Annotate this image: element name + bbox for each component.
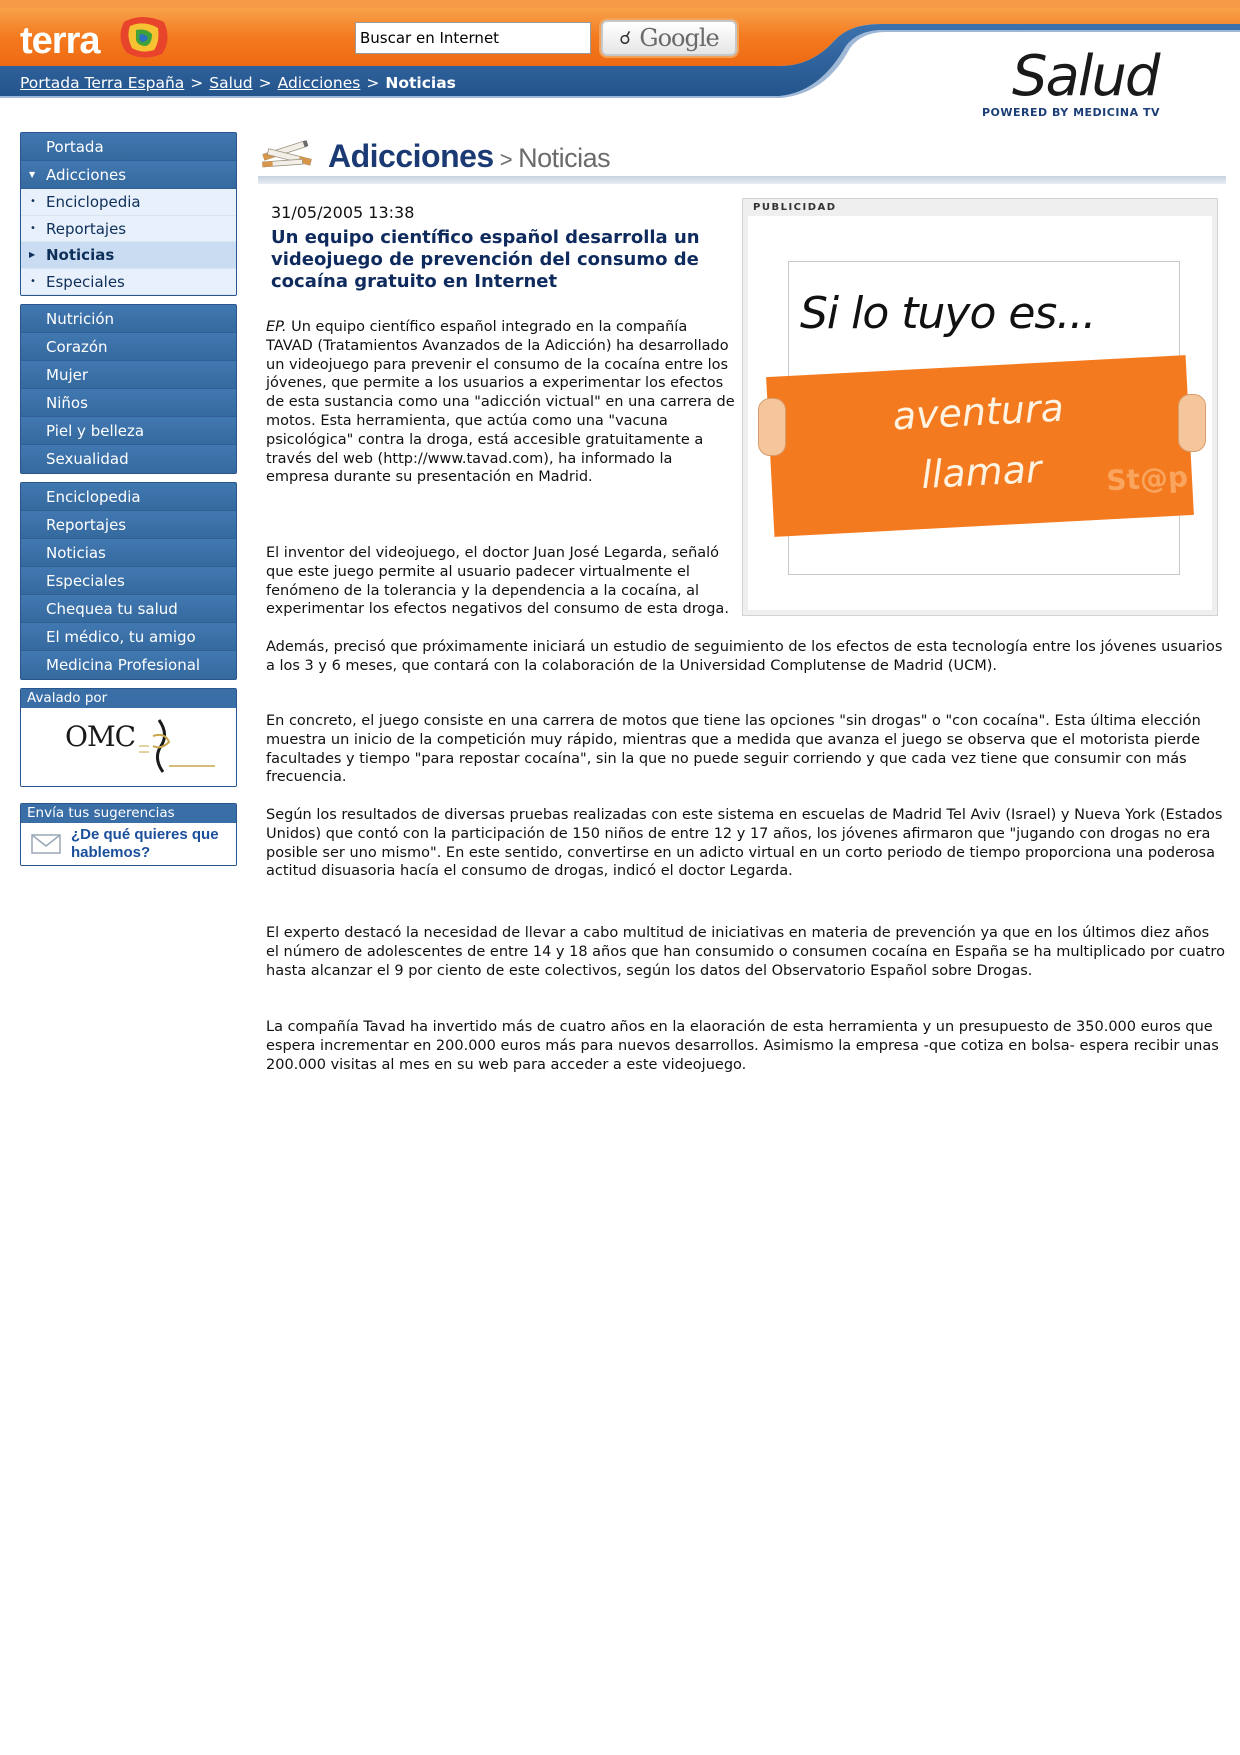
google-search-button-label: Google bbox=[639, 24, 719, 52]
google-search-button[interactable] bbox=[601, 20, 737, 56]
subnav-item-especiales[interactable]: • Especiales bbox=[21, 269, 236, 296]
subnav-item-noticias[interactable]: ▶ Noticias bbox=[21, 242, 236, 269]
section-subtitle-text: Noticias bbox=[518, 143, 611, 173]
omc-emblem-icon bbox=[139, 716, 219, 776]
search-icon: ☌ bbox=[619, 27, 632, 49]
article-paragraph: El inventor del videojuego, el doctor Juan José Legarda, señaló que este juego permite al usuario padecer virtualmente el fenómeno de la tolerancia y la dependencia a la cocaína, al experimentar los efectos negativos del consumo de esta droga. bbox=[266, 545, 729, 618]
endorsed-box-header: Avalado por bbox=[21, 689, 236, 708]
breadcrumb-current: Noticias bbox=[385, 74, 456, 92]
endorsed-box-body[interactable] bbox=[21, 708, 236, 786]
suggestions-box-header: Envía tus sugerencias bbox=[21, 804, 236, 823]
nav-item-chequea-tu-salud[interactable]: Chequea tu salud bbox=[21, 595, 236, 623]
section-title-text: Adicciones bbox=[328, 138, 494, 174]
subnav-item-enciclopedia[interactable]: • Enciclopedia bbox=[21, 189, 236, 216]
breadcrumb bbox=[20, 74, 456, 92]
breadcrumb-link-adicciones[interactable]: Adicciones bbox=[277, 74, 361, 92]
article-paragraph: El experto destacó la necesidad de llevar a cabo multitud de iniciativas en materia de prevención ya que en los últimos diez años el número de adolescentes de entre 14 y 18 años que han consumido o consumen cocaína en España se ha multiplicado por cuatro hasta alcanzar el 9 por ciento de este colectivos, según los datos del Observatorio Español sobre Drogas. bbox=[266, 925, 1225, 979]
nav-group-main bbox=[20, 132, 237, 296]
cigarettes-icon bbox=[258, 136, 322, 172]
suggestions-box bbox=[20, 803, 237, 866]
site-title[interactable]: Salud bbox=[1012, 44, 1159, 109]
nav-item-portada[interactable]: Portada bbox=[21, 133, 236, 161]
header bbox=[0, 0, 1240, 130]
ad-hand-left bbox=[758, 398, 786, 456]
powered-by-label: POWERED BY MEDICINA TV bbox=[982, 106, 1160, 119]
search-input[interactable] bbox=[355, 22, 591, 54]
nav-item-ninos[interactable]: Niños bbox=[21, 389, 236, 417]
article-paragraph: La compañía Tavad ha invertido más de cuatro años en la elaoración de esta herramienta y un presupuesto de 350.000 euros que espera incrementar en 200.000 euros más para nuevos desarrollos. Asimismo la empresa -que cotiza en bolsa- espera recibir unas 200.000 visitas al mes en su web para acceder a este videojuego. bbox=[266, 1019, 1219, 1073]
omc-logo[interactable]: OMC bbox=[65, 720, 136, 753]
ad-line-2: llamar bbox=[920, 446, 1043, 498]
nav-item-corazon[interactable]: Corazón bbox=[21, 333, 236, 361]
breadcrumb-link-portada[interactable]: Portada Terra España bbox=[20, 74, 185, 92]
article-paragraph-text: Un equipo científico español integrado en la compañía TAVAD (Tratamientos Avanzados de la Adicción) ha desarrollado un videojuego para prevenir el consumo de la cocaína entre los jóvenes, que permite a los usuarios a experimentar los efectos de esta sustancia como una "adicción victual" en una carrera de motos. Esta herramienta, que actúa como una "vacuna psicológica" contra la droga, está accesible gratuitamente a través del web (http://www.tavad.com), ha informado la empresa durante su presentación en Madrid. bbox=[266, 319, 735, 486]
mail-icon[interactable] bbox=[31, 834, 61, 854]
article-paragraph: Además, precisó que próximamente iniciará un estudio de seguimiento de los efectos de esta tecnología entre los jóvenes usuarios a los 3 y 6 meses, que contará con la colaboración de la Universidad Complutense de Madrid (UCM). bbox=[266, 639, 1223, 674]
breadcrumb-separator: > bbox=[190, 74, 204, 92]
ad-line-1: aventura bbox=[891, 385, 1065, 439]
breadcrumb-separator: > bbox=[258, 74, 272, 92]
nav-item-nutricion[interactable]: Nutrición bbox=[21, 305, 236, 333]
nav-item-noticias[interactable]: Noticias bbox=[21, 539, 236, 567]
endorsed-box bbox=[20, 688, 237, 787]
sidebar bbox=[20, 132, 237, 882]
nav-item-adicciones[interactable]: ▼ Adicciones bbox=[21, 161, 236, 189]
section-title bbox=[328, 138, 610, 175]
section-separator: > bbox=[499, 147, 513, 172]
terra-logo-mark-icon[interactable] bbox=[118, 14, 170, 60]
article-date: 31/05/2005 13:38 bbox=[271, 203, 415, 222]
article-title: Un equipo científico español desarrolla un videojuego de prevención del consumo de cocaína gratuito en Internet bbox=[271, 227, 700, 292]
nav-item-mujer[interactable]: Mujer bbox=[21, 361, 236, 389]
nav-item-reportajes[interactable]: Reportajes bbox=[21, 511, 236, 539]
nav-item-sexualidad[interactable]: Sexualidad bbox=[21, 445, 236, 473]
breadcrumb-separator: > bbox=[366, 74, 380, 92]
subnav-item-reportajes[interactable]: • Reportajes bbox=[21, 216, 236, 243]
nav-group-sections bbox=[20, 482, 237, 680]
ad-brand: St@p bbox=[1105, 460, 1189, 498]
ad-banner[interactable] bbox=[748, 216, 1212, 610]
nav-item-piel-y-belleza[interactable]: Piel y belleza bbox=[21, 417, 236, 445]
nav-item-el-medico-tu-amigo[interactable]: El médico, tu amigo bbox=[21, 623, 236, 651]
article-paragraph: En concreto, el juego consiste en una carrera de motos que tiene las opciones "sin drogas" o "con cocaína". Esta última elección muestra un inicio de la competición muy rápido, mientras que a medida que avanza el juego se observa que el motorista pierde facultades y tiempo "para repostar cocaína", sin la que no puede seguir corriendo y que cada vez tiene que consumir con más frecuencia. bbox=[266, 713, 1201, 786]
nav-item-medicina-profesional[interactable]: Medicina Profesional bbox=[21, 651, 236, 679]
terra-logo[interactable]: terra bbox=[20, 20, 100, 62]
article-paragraph bbox=[266, 318, 736, 487]
ad-label: PUBLICIDAD bbox=[753, 202, 837, 213]
ad-headline: Si lo tuyo es... bbox=[800, 288, 1096, 339]
suggestions-box-body bbox=[21, 823, 236, 865]
nav-item-especiales[interactable]: Especiales bbox=[21, 567, 236, 595]
nav-item-enciclopedia[interactable]: Enciclopedia bbox=[21, 483, 236, 511]
breadcrumb-link-salud[interactable]: Salud bbox=[209, 74, 253, 92]
article-source: EP. bbox=[266, 319, 287, 335]
ad-sign bbox=[766, 355, 1194, 537]
article-paragraph: Según los resultados de diversas pruebas realizadas con este sistema en escuelas de Madrid Tel Aviv (Israel) y Nueva York (Estados Unidos) que contó con la participación de 150 niños de entre 12 y 17 años, los jóvenes afirmaron que "jugando con drogas no era posible ser uno mismo". En este sentido, convertirse en un adicto virtual en un corto periodo de tiempo proporciona una poderosa actitud disuasoria hacía el consumo de drogas, indicó el doctor Legarda. bbox=[266, 807, 1223, 880]
section-header bbox=[258, 132, 1226, 184]
ad-hand-right bbox=[1178, 394, 1206, 452]
section-subtitle bbox=[500, 143, 610, 173]
nav-group-topics bbox=[20, 304, 237, 474]
section-divider bbox=[258, 176, 1226, 184]
suggestions-link[interactable]: ¿De qué quieres que hablemos? bbox=[71, 826, 219, 861]
ad-box bbox=[742, 198, 1218, 616]
